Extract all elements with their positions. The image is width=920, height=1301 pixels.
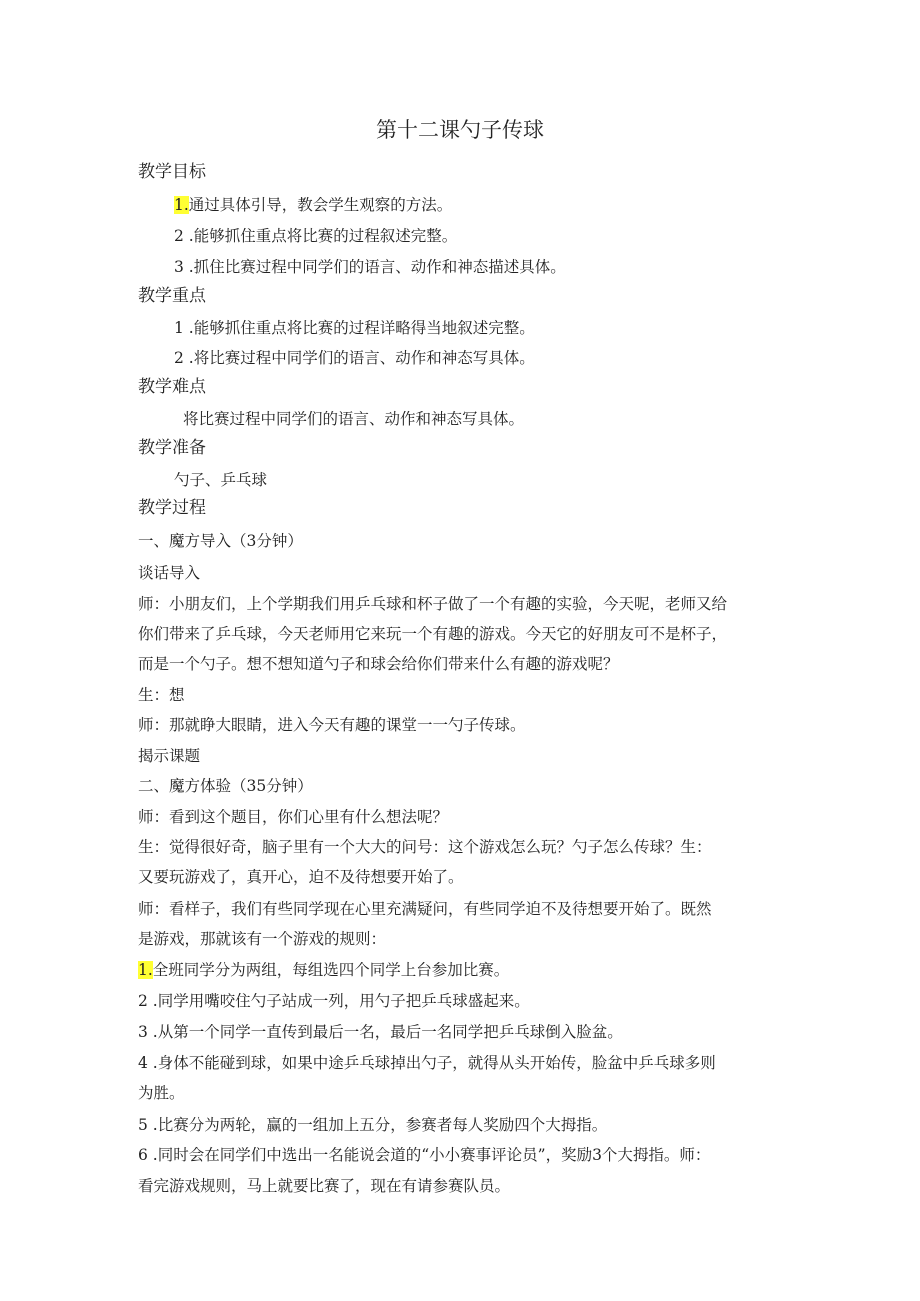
rule-item-5: 5 .比赛分为两轮，赢的一组加上五分，参赛者每人奖励四个大拇指。 — [138, 1116, 608, 1134]
heading-preparation: 教学准备 — [138, 438, 206, 458]
key-point-2: 2 .将比赛过程中同学们的语言、动作和神态写具体。 — [174, 349, 535, 367]
objective-item-2: 2 .能够抓住重点将比赛的过程叙述完整。 — [174, 227, 458, 245]
rule-item-2: 2 .同学用嘴咬住勺子站成一列，用勺子把乒乓球盛起来。 — [138, 992, 530, 1010]
preparation-text: 勺子、乒乓球 — [174, 471, 268, 489]
section-two-title: 二、魔方体验（35分钟） — [138, 777, 313, 795]
paragraph-line: 揭示课题 — [138, 747, 201, 765]
heading-objectives: 教学目标 — [138, 162, 206, 182]
rule-item-3: 3 .从第一个同学一直传到最后一名，最后一名同学把乒乓球倒入脸盆。 — [138, 1023, 623, 1041]
paragraph-line: 生：想 — [138, 686, 185, 704]
heading-process: 教学过程 — [138, 498, 206, 518]
paragraph-line: 是游戏，那就该有一个游戏的规则： — [138, 930, 387, 948]
paragraph-line: 生：觉得很好奇，脑子里有一个大大的问号：这个游戏怎么玩？勺子怎么传球？生： — [138, 838, 712, 856]
difficulty-text: 将比赛过程中同学们的语言、动作和神态写具体。 — [183, 410, 525, 428]
paragraph-line: 看完游戏规则，马上就要比赛了，现在有请参赛队员。 — [138, 1177, 511, 1195]
rule-item-6: 6 .同时会在同学们中选出一名能说会道的“小小赛事评论员”，奖励3个大拇指。师： — [138, 1146, 711, 1164]
paragraph-line: 师：看到这个题目，你们心里有什么想法呢？ — [138, 808, 449, 826]
paragraph-line: 而是一个勺子。想不想知道勺子和球会给你们带来什么有趣的游戏呢？ — [138, 655, 619, 673]
paragraph-line: 师：小朋友们，上个学期我们用乒乓球和杯子做了一个有趣的实验，今天呢，老师又给 — [138, 595, 728, 613]
highlight-marker: 1. — [138, 961, 153, 979]
highlight-marker: 1. — [174, 196, 189, 214]
objective-item-1: 1.通过具体引导，教会学生观察的方法。 — [174, 196, 453, 214]
heading-difficulties: 教学难点 — [138, 377, 206, 397]
paragraph-line: 谈话导入 — [138, 564, 201, 582]
page-title: 第十二课勺子传球 — [376, 118, 544, 142]
paragraph-line: 为胜。 — [138, 1084, 185, 1102]
rule-item-4: 4 .身体不能碰到球，如果中途乒乓球掉出勺子，就得从头开始传，脸盆中乒乓球多则 — [138, 1054, 716, 1072]
objective-item-3: 3 .抓住比赛过程中同学们的语言、动作和神态描述具体。 — [174, 258, 566, 276]
paragraph-line: 师：那就睁大眼睛，进入今天有趣的课堂一一勺子传球。 — [138, 716, 526, 734]
heading-key-points: 教学重点 — [138, 286, 206, 306]
section-one-title: 一、魔方导入（3分钟） — [138, 532, 303, 550]
paragraph-line: 你们带来了乒乓球，今天老师用它来玩一个有趣的游戏。今天它的好朋友可不是杯子， — [138, 625, 728, 643]
key-point-1: 1 .能够抓住重点将比赛的过程详略得当地叙述完整。 — [174, 319, 535, 337]
paragraph-line: 又要玩游戏了，真开心，迫不及待想要开始了。 — [138, 868, 464, 886]
paragraph-line: 师：看样子，我们有些同学现在心里充满疑问，有些同学迫不及待想要开始了。既然 — [138, 900, 712, 918]
rule-item-1: 1.全班同学分为两组，每组选四个同学上台参加比赛。 — [138, 961, 510, 979]
